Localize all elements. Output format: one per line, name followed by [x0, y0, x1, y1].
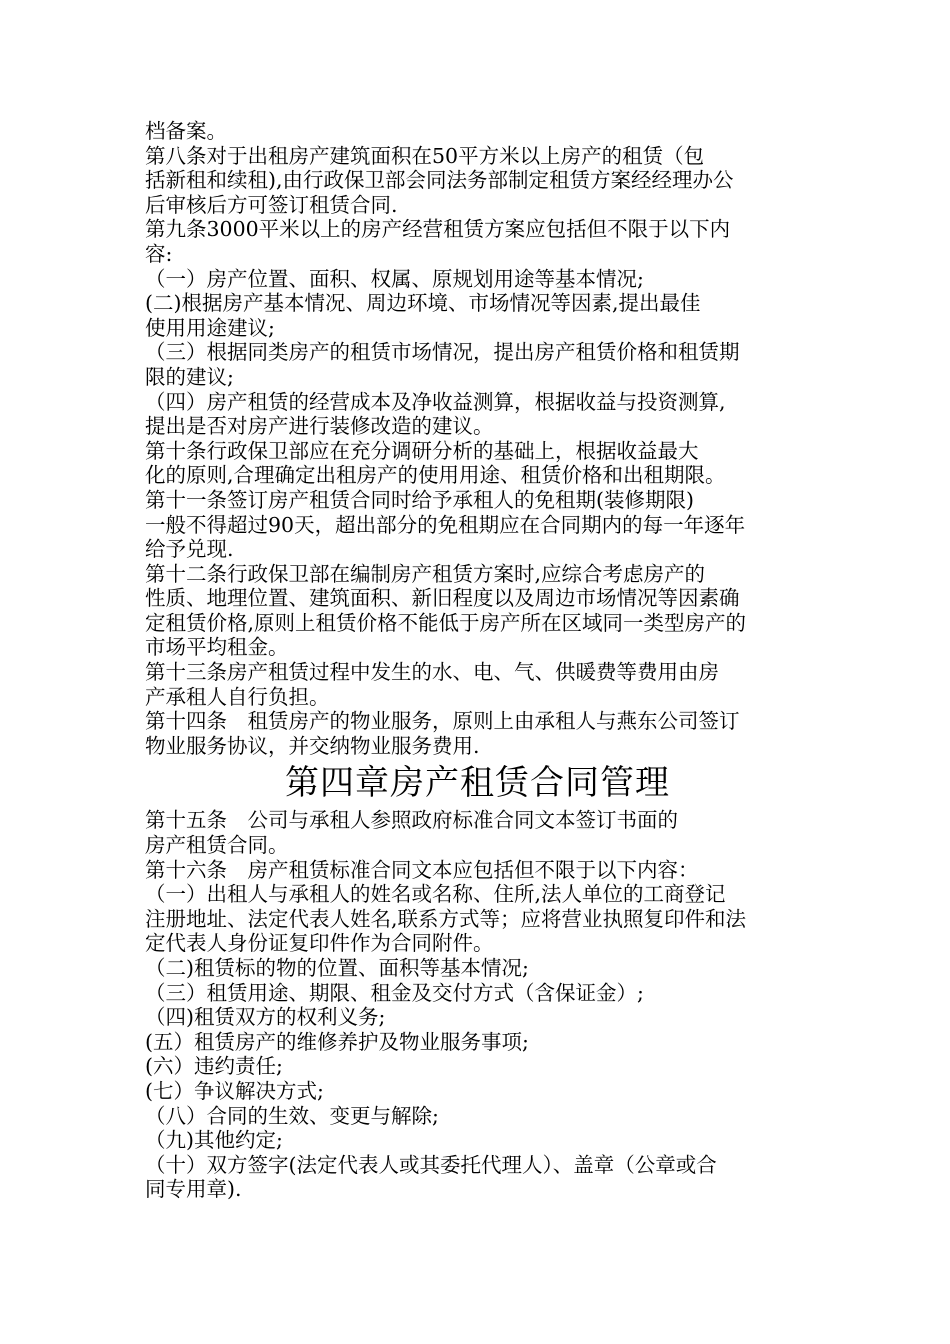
text-line: （一）房产位置、面积、权属、原规划用途等基本情况;: [145, 266, 644, 291]
text-line: 后审核后方可签订租赁合同.: [145, 192, 398, 217]
text-line: 性质、地理位置、建筑面积、新旧程度以及周边市场情况等因素确: [145, 586, 740, 611]
text-line: 给予兑现.: [145, 537, 234, 562]
text-line: 限的建议;: [145, 364, 234, 389]
section-before-heading: [145, 119, 810, 758]
text-line: 化的原则,合理确定出租房产的使用用途、租赁价格和出租期限。: [145, 463, 726, 488]
text-line: 档备案。: [145, 119, 227, 143]
text-line: （四)租赁双方的权利义务;: [145, 1005, 386, 1030]
text-line: 第十六条 房产租赁标准合同文本应包括但不限于以下内容：: [145, 857, 699, 882]
text-line: 第十四条 租赁房产的物业服务，原则上由承租人与燕东公司签订: [145, 709, 740, 734]
text-line: 第九条3000平米以上的房产经营租赁方案应包括但不限于以下内: [145, 217, 731, 242]
text-line: （九)其他约定;: [145, 1128, 283, 1153]
section-after-heading: [145, 808, 810, 1202]
document-page: [145, 119, 810, 1202]
text-line: 括新租和续租),由行政保卫部会同法务部制定租赁方案经经理办公: [145, 168, 734, 193]
text-line: (七）争议解决方式;: [145, 1078, 324, 1103]
text-line: （三）租赁用途、期限、租金及交付方式（含保证金）;: [145, 980, 644, 1005]
text-line: 第十五条 公司与承租人参照政府标准合同文本签订书面的: [145, 808, 678, 833]
text-line: （四）房产租赁的经营成本及净收益测算，根据收益与投资测算,: [145, 389, 726, 414]
text-line: 产承租人自行负担。: [145, 684, 330, 709]
text-line: 第八条对于出租房产建筑面积在50平方米以上房产的租赁（包: [145, 143, 705, 168]
text-line: 提出是否对房产进行装修改造的建议。: [145, 414, 494, 439]
text-line: （三）根据同类房产的租赁市场情况，提出房产租赁价格和租赁期: [145, 340, 740, 365]
text-line: 定代表人身份证复印件作为合同附件。: [145, 931, 494, 956]
text-line: (五）租赁房产的维修养护及物业服务事项;: [145, 1029, 529, 1054]
text-line: （二)租赁标的物的位置、面积等基本情况;: [145, 956, 529, 980]
text-line: 第十三条房产租赁过程中发生的水、电、气、供暖费等费用由房: [145, 660, 719, 685]
text-line: 同专用章).: [145, 1177, 242, 1202]
text-line: 第十一条签订房产租赁合同时给予承租人的免租期(装修期限): [145, 487, 694, 512]
text-line: （十）双方签字(法定代表人或其委托代理人）、盖章（公章或合: [145, 1152, 717, 1177]
text-line: 市场平均租金。: [145, 635, 289, 660]
text-line: 物业服务协议，并交纳物业服务费用.: [145, 733, 480, 758]
text-line: 房产租赁合同。: [145, 833, 289, 858]
text-line: (六）违约责任;: [145, 1054, 283, 1079]
chapter-heading: 第四章房产租赁合同管理: [285, 763, 670, 804]
text-line: （八）合同的生效、变更与解除;: [145, 1103, 439, 1128]
text-line: 容:: [145, 241, 173, 266]
text-line: (二)根据房产基本情况、周边环境、市场情况等因素,提出最佳: [145, 291, 701, 316]
text-line: 第十二条行政保卫部在编制房产租赁方案时,应综合考虑房产的: [145, 561, 706, 586]
text-line: 使用用途建议;: [145, 315, 275, 340]
text-line: （一）出租人与承租人的姓名或名称、住所,法人单位的工商登记: [145, 882, 726, 907]
text-line: 第十条行政保卫部应在充分调研分析的基础上，根据收益最大: [145, 438, 699, 463]
text-line: 注册地址、法定代表人姓名,联系方式等；应将营业执照复印件和法: [145, 906, 747, 931]
text-line: 一般不得超过90天，超出部分的免租期应在合同期内的每一年逐年: [145, 512, 746, 537]
text-line: 定租赁价格,原则上租赁价格不能低于房产所在区域同一类型房产的: [145, 610, 747, 635]
